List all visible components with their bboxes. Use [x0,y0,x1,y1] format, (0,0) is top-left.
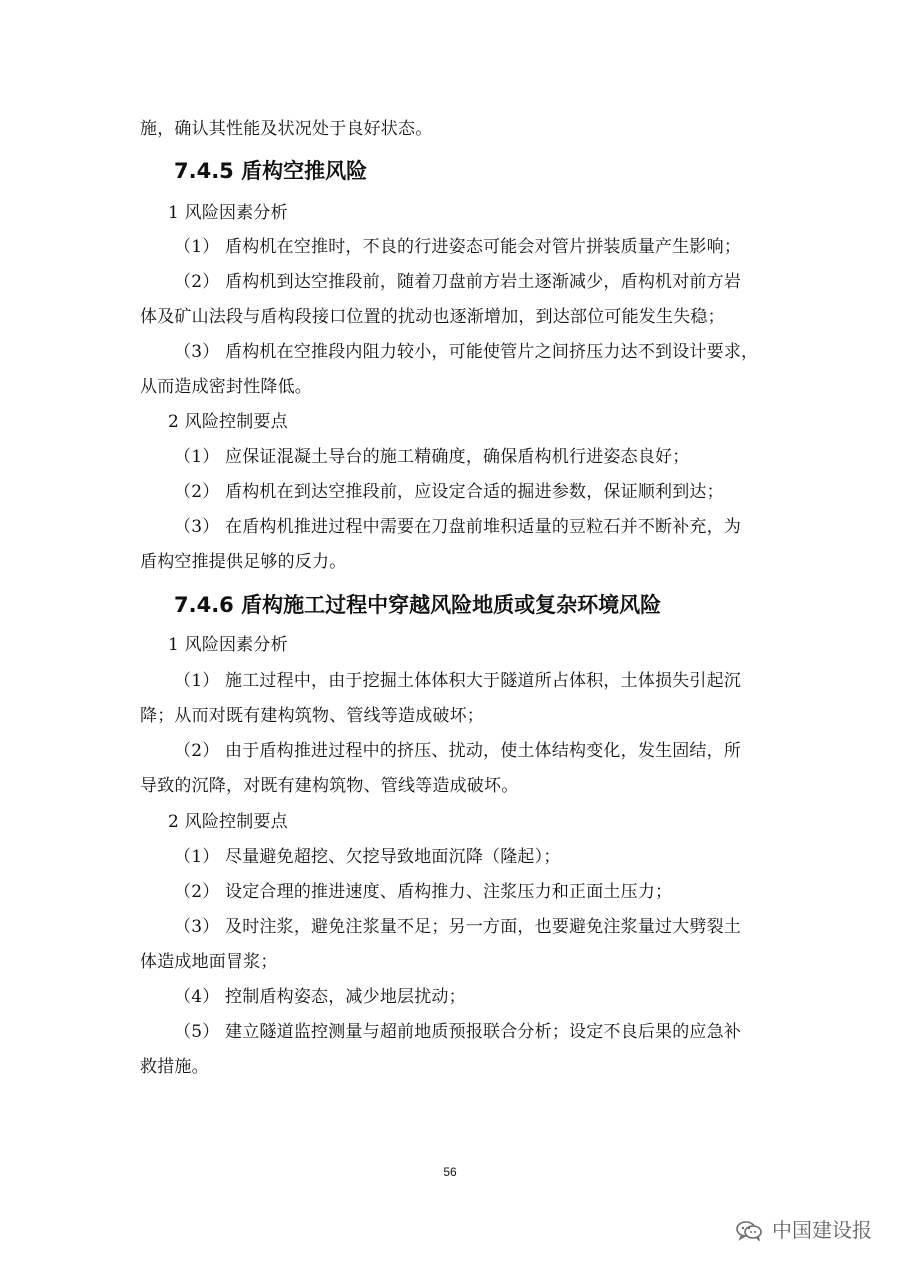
text-line: （5） 建立隧道监控测量与超前地质预报联合分析；设定不良后果的应急补 [174,1022,742,1042]
text-line: （2） 盾构机在到达空推段前，应设定合适的掘进参数，保证顺利到达； [174,482,724,502]
section-heading-7-4-6: 7.4.6 盾构施工过程中穿越风险地质或复杂环境风险 [174,593,662,617]
text-line: （1） 应保证混凝土导台的施工精确度，确保盾构机行进姿态良好； [174,447,690,467]
subsection-title: 1 风险因素分析 [168,635,288,655]
text-line: （1） 盾构机在空推时，不良的行进姿态可能会对管片拼装质量产生影响； [174,237,742,257]
wechat-icon [734,1219,764,1241]
text-line: （1） 施工过程中，由于挖掘土体体积大于隧道所占体积，土体损失引起沉 [174,671,742,691]
text-line: （2） 由于盾构推进过程中的挤压、扰动，使土体结构变化，发生固结，所 [174,741,742,761]
text-line: 降；从而对既有建构筑物、管线等造成破坏； [140,706,484,726]
text-line: 施，确认其性能及状况处于良好状态。 [140,119,433,139]
text-line: 体造成地面冒浆； [140,952,278,972]
text-line: （3） 在盾构机推进过程中需要在刀盘前堆积适量的豆粒石并不断补充，为 [174,517,742,537]
text-line: 盾构空推提供足够的反力。 [140,552,347,572]
section-heading-7-4-5: 7.4.5 盾构空推风险 [174,159,368,183]
text-line: （3） 盾构机在空推段内阻力较小，可能使管片之间挤压力达不到设计要求， [174,342,759,362]
page-number: 56 [443,1165,457,1179]
subsection-title: 1 风险因素分析 [168,203,288,223]
text-line: 救措施。 [140,1057,209,1077]
text-line: （2） 设定合理的推进速度、盾构推力、注浆压力和正面土压力； [174,882,673,902]
text-line: 导致的沉降，对既有建构筑物、管线等造成破坏。 [140,776,519,796]
watermark-text: 中国建设报 [772,1218,872,1242]
subsection-title: 2 风险控制要点 [168,812,288,832]
text-line: 从而造成密封性降低。 [140,377,312,397]
subsection-title: 2 风险控制要点 [168,412,288,432]
text-line: （2） 盾构机到达空推段前，随着刀盘前方岩土逐渐减少，盾构机对前方岩 [174,272,742,292]
text-line: 体及矿山法段与盾构段接口位置的扰动也逐渐增加，到达部位可能发生失稳； [140,307,725,327]
text-line: （3） 及时注浆，避免注浆量不足；另一方面，也要避免注浆量过大劈裂土 [174,917,742,937]
text-line: （1） 尽量避免超挖、欠挖导致地面沉降（隆起）； [174,847,561,867]
text-line: （4） 控制盾构姿态，减少地层扰动； [174,987,466,1007]
watermark [734,1218,872,1242]
